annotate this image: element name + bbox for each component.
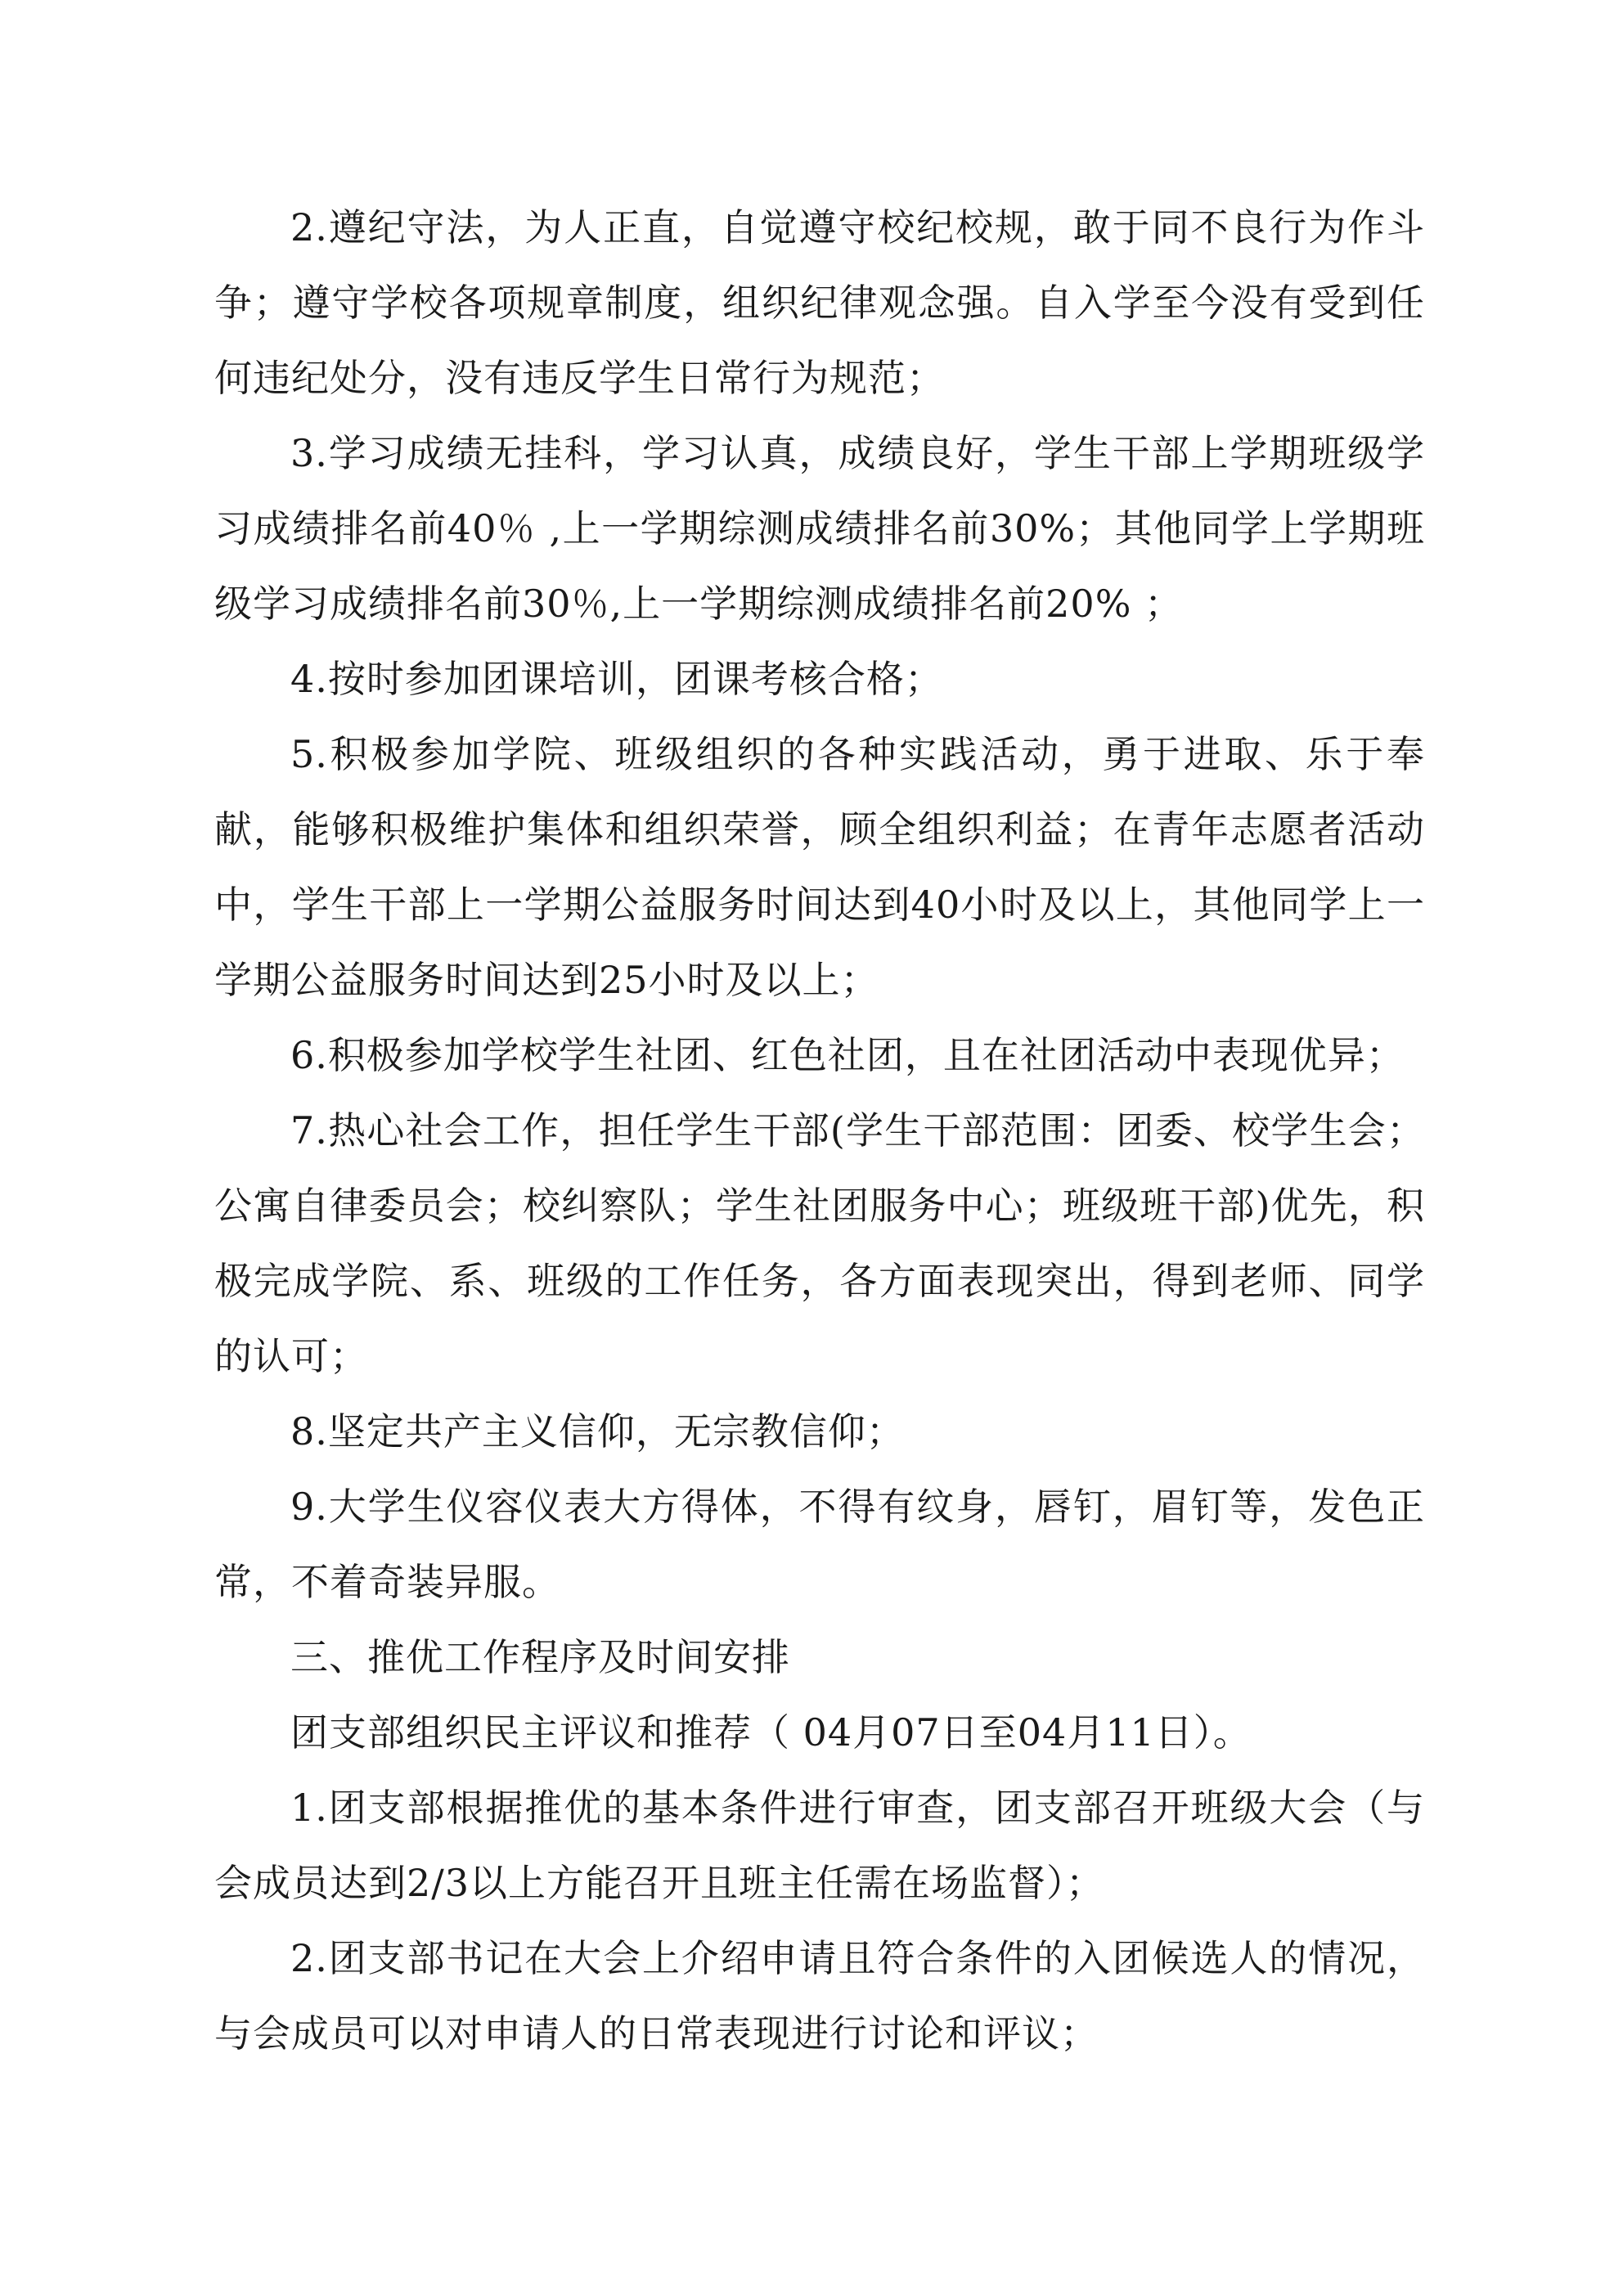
paragraph-step-1: 1.团支部根据推优的基本条件进行审查，团支部召开班级大会（与会成员达到2/3以上方能召开且班主任需在场监督）； bbox=[214, 1786, 1425, 1905]
document-body bbox=[214, 190, 1425, 2071]
paragraph-criterion-6: 6.积极参加学校学生社团、红色社团，且在社团活动中表现优异； bbox=[290, 1033, 1405, 1077]
paragraph-criterion-7: 7.热心社会工作，担任学生干部(学生干部范围：团委、校学生会；公寓自律委员会；校纠察队；学生社团服务中心；班级班干部)优先，积极完成学院、系、班级的工作任务，各方面表现突出，得到老师、同学的认可； bbox=[214, 1108, 1425, 1378]
paragraph-criterion-4: 4.按时参加团课培训，团课考核合格； bbox=[290, 657, 943, 701]
paragraph-criterion-8: 8.坚定共产主义信仰，无宗教信仰； bbox=[290, 1409, 905, 1454]
paragraph-criterion-2: 2.遵纪守法，为人正直，自觉遵守校纪校规，敢于同不良行为作斗争；遵守学校各项规章制度，组织纪律观念强。自入学至今没有受到任何违纪处分，没有违反学生日常行为规范； bbox=[214, 205, 1425, 400]
paragraph-step-2: 2.团支部书记在大会上介绍申请且符合条件的入团候选人的情况，与会成员可以对申请人的日常表现进行讨论和评议； bbox=[214, 1936, 1425, 2056]
paragraph-criterion-9: 9.大学生仪容仪表大方得体，不得有纹身，唇钉，眉钉等，发色正常，不着奇装异服。 bbox=[214, 1485, 1425, 1604]
paragraph-criterion-5: 5.积极参加学院、班级组织的各种实践活动，勇于进取、乐于奉献，能够积极维护集体和组织荣誉，顾全组织利益；在青年志愿者活动中，学生干部上一学期公益服务时间达到40小时及以上，其他同学上一学期公益服务时间达到25小时及以上； bbox=[214, 732, 1425, 1002]
paragraph-evaluation-period: 团支部组织民主评议和推荐（ 04月07日至04月11日）。 bbox=[290, 1710, 1252, 1755]
paragraph-criterion-3: 3.学习成绩无挂科，学习认真，成绩良好，学生干部上学期班级学习成绩排名前40％ ,上一学期综测成绩排名前30%；其他同学上学期班级学习成绩排名前30％,上一学期综测成绩排名前20% ； bbox=[214, 431, 1425, 626]
section-heading-procedure: 三、推优工作程序及时间安排 bbox=[290, 1635, 790, 1679]
